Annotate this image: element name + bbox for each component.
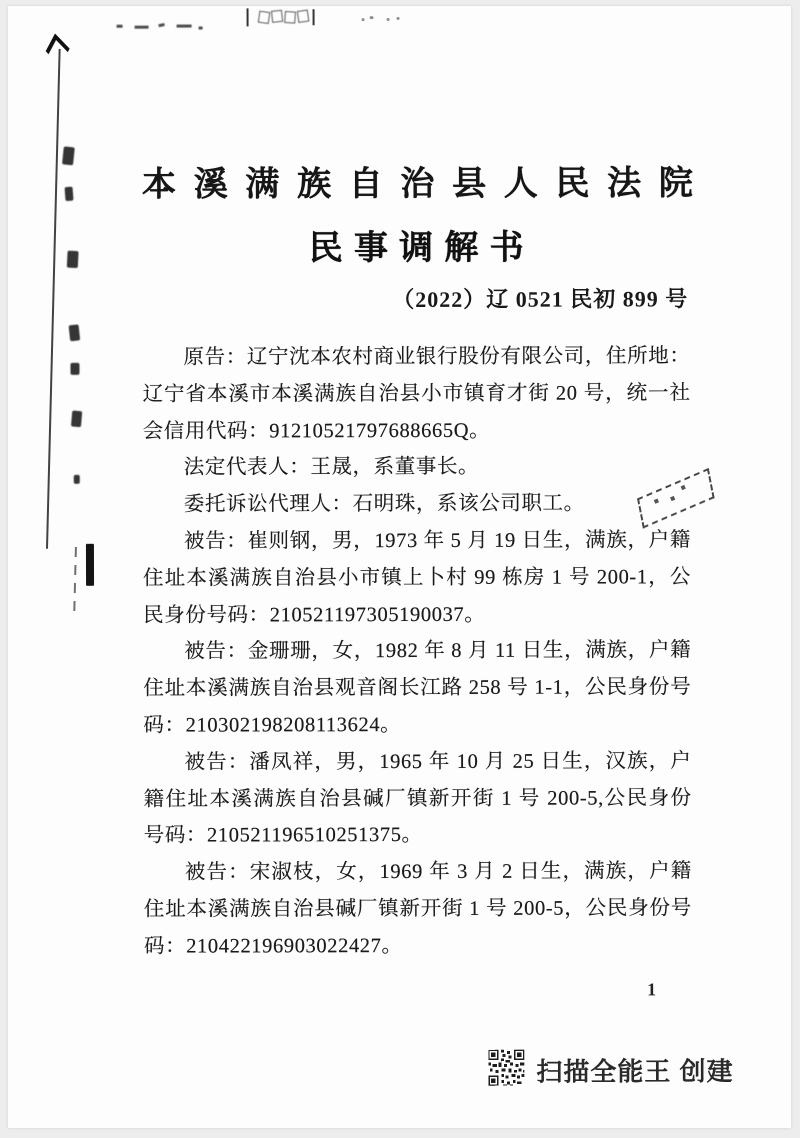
document-title: 民事调解书 xyxy=(308,229,535,268)
case-number: （2022）辽 0521 民初 899 号 xyxy=(392,286,689,313)
scan-artifact-bar xyxy=(247,8,249,26)
scan-artifact-dot xyxy=(387,18,390,21)
paragraph-attorney: 委托诉讼代理人：石明珠，系该公司职工。 xyxy=(183,492,585,516)
scan-artifact-black-bar xyxy=(86,544,94,586)
scan-artifact-smudge xyxy=(69,324,81,341)
paragraph-defendant-1: 被告：崔则钢，男，1973 年 5 月 19 日生，满族，户籍住址本溪满族自治县小市镇上卜村 99 栋房 1 号 200-1，公民身份号码：210521197305190037。 xyxy=(143,529,692,627)
scan-artifact-smudge xyxy=(71,410,82,427)
paragraph-legal-representative: 法定代表人：王晟，系董事长。 xyxy=(183,456,480,479)
scan-artifact-dot xyxy=(362,18,365,21)
paragraph-plaintiff: 原告：辽宁沈本农村商业银行股份有限公司，住所地：辽宁省本溪市本溪满族自治县小市镇育才街 20 号，统一社会信用代码：91210521797688665Q。 xyxy=(142,345,691,443)
page-number: 1 xyxy=(647,979,657,1000)
scan-artifact-edge-dashes xyxy=(73,547,77,617)
scan-artifact-dash xyxy=(158,23,164,27)
scan-artifact-smudge xyxy=(67,251,79,269)
page-content xyxy=(7,5,793,1129)
scanner-credit-text: 扫描全能王 创建 xyxy=(536,1056,734,1087)
scanner-watermark xyxy=(488,1049,733,1091)
scan-artifact-glyph xyxy=(258,11,271,24)
court-name: 本溪满族自治县人民法院 xyxy=(141,165,711,204)
paragraph-defendant-3: 被告：潘凤祥，男，1965 年 10 月 25 日生，汉族，户籍住址本溪满族自治县碱厂镇新开街 1 号 200-5,公民身份号码：210521196510251375。 xyxy=(143,750,692,848)
document-header xyxy=(141,155,711,314)
paragraph-defendant-4: 被告：宋淑枝，女，1969 年 3 月 2 日生，满族，户籍住址本溪满族自治县碱厂镇新开街 1 号 200-5，公民身份号码：210422196903022427。 xyxy=(143,860,692,958)
scan-artifact-glyph xyxy=(284,11,296,24)
scan-artifact-dash xyxy=(117,25,123,28)
qr-code-icon xyxy=(488,1050,524,1091)
scan-artifact-dot xyxy=(397,17,400,20)
scan-artifact-glyph xyxy=(297,10,310,23)
scan-artifact-smudge xyxy=(74,475,80,484)
scan-artifact-dash xyxy=(199,27,203,30)
scan-artifact-edge-line xyxy=(46,49,61,549)
scan-artifact-smudge xyxy=(62,146,75,165)
document-body xyxy=(142,338,692,965)
scan-artifact-dash xyxy=(135,26,149,29)
scan-artifact-dot xyxy=(370,16,374,19)
scan-artifact-glyph xyxy=(271,10,283,23)
scan-artifact-dash xyxy=(177,25,192,28)
scan-artifact-bar xyxy=(313,9,315,25)
paragraph-defendant-2: 被告：金珊珊，女，1982 年 8 月 11 日生，满族，户籍住址本溪满族自治县观音阁长江路 258 号 1-1，公民身份号码：210302198208113624。 xyxy=(143,639,692,737)
scanned-page xyxy=(8,6,791,1128)
scan-artifact-smudge xyxy=(70,363,79,375)
scan-artifact-smudge xyxy=(65,187,74,202)
